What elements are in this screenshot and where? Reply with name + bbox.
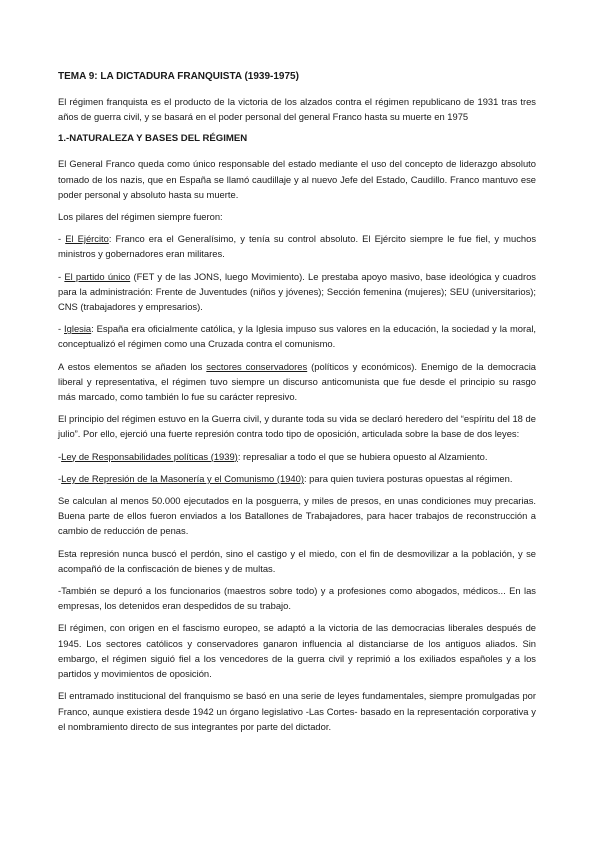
ejercito-prefix: - — [58, 233, 66, 245]
iglesia-term: Iglesia — [64, 323, 92, 335]
document-title: TEMA 9: LA DICTADURA FRANQUISTA (1939-1975) — [58, 71, 299, 82]
iglesia-paragraph — [58, 321, 536, 351]
ejercito-text: : Franco era el Generalísimo, y tenía su control absoluto. El Ejército siempre le fue fiel, y muchos ministros y gobernadores eran militares. — [58, 233, 537, 260]
ley1-prefix: - — [58, 450, 62, 462]
document-page — [58, 69, 536, 741]
iglesia-text: : España era oficialmente católica, y la Iglesia impuso sus valores en la educación, la sociedad y la moral, conceptualizó el régimen como una Cruzada contra el comunismo. — [58, 323, 537, 350]
ley1-text: : represaliar a todo el que se hubiera opuesto al Alzamiento. — [237, 450, 488, 462]
represion-paragraph: Esta represión nunca buscó el perdón, sino el castigo y el miedo, con el fin de desmovilizar a la población, y se acompañó de la confiscación de bienes y de multas. — [58, 547, 536, 574]
partido-text: (FET y de las JONS, luego Movimiento). Le prestaba apoyo masivo, base ideológica y cuadros para la administración: Frente de Juventudes (niños y jóvenes); Sección femenina (mujeres); SEU (universitarios); CNS (trabajadores y empresarios). — [58, 270, 536, 313]
fascismo-paragraph: El régimen, con origen en el fascismo europeo, se adaptó a la victoria de las democracias liberales después de 1945. Los sectores católicos y conservadores ganaron influencia al distanciarse de los antiguos aliados. Sin embargo, el régimen siguió fiel a los vencedores de la guerra civil y reprimió a los exiliados españoles y a los partidos y movimientos de oposición. — [58, 622, 536, 680]
ley2-paragraph — [58, 471, 536, 486]
conservadores-before: A estos elementos se añaden los — [58, 360, 207, 372]
conservadores-after: (políticos y económicos). Enemigo de la democracia liberal y representativa, el régimen tuvo siempre un discurso anticomunista que fue desde el principio su rasgo más marcado, como también lo fue su carácter represivo. — [58, 360, 537, 403]
ley1-paragraph — [58, 449, 536, 464]
ley2-text: : para quien tuviera posturas opuestas al régimen. — [303, 472, 513, 484]
partido-term: El partido único — [64, 270, 131, 282]
ley1-term: Ley de Responsabilidades políticas (1939) — [61, 450, 238, 462]
entramado-paragraph: El entramado institucional del franquismo se basó en una serie de leyes fundamentales, siempre promulgadas por Franco, aunque existiera desde 1942 un órgano legislativo -Las Cortes- basado en la representación corporativa y el nombramiento directo de sus integrantes por parte del dictador. — [58, 690, 536, 732]
principio-paragraph: El principio del régimen estuvo en la Guerra civil, y durante toda su vida se declaró heredero del “espíritu del 18 de julio”. Por ello, ejerció una fuerte represión contra todo tipo de oposición, articulada sobre la base de dos leyes: — [58, 413, 536, 440]
depuro-paragraph: -También se depuró a los funcionarios (maestros sobre todo) y a profesiones como abogados, médicos... En las empresas, los detenidos eran despedidos de su trabajo. — [58, 585, 536, 612]
ley2-term: Ley de Represión de la Masonería y el Comunismo (1940) — [61, 472, 304, 484]
ejercito-paragraph — [58, 231, 536, 261]
ejercito-term: El Ejército — [65, 233, 109, 245]
section-heading: 1.-NATURALEZA Y BASES DEL RÉGIMEN — [58, 133, 248, 145]
partido-prefix: - — [58, 270, 65, 282]
ley2-prefix: - — [58, 472, 62, 484]
pilares-paragraph: Los pilares del régimen siempre fueron: — [58, 211, 223, 223]
iglesia-prefix: - — [58, 323, 65, 335]
conservadores-paragraph — [58, 359, 536, 405]
conservadores-term: sectores conservadores — [206, 360, 308, 372]
franco-paragraph: El General Franco queda como único responsable del estado mediante el uso del concepto de liderazgo absoluto tomado de los nazis, que en España se llamó caudillaje y al nuevo Jefe del Estado, Caudillo. Franco mantuvo ese poder personal y absoluto hasta su muerte. — [58, 158, 536, 200]
intro-paragraph: El régimen franquista es el producto de la victoria de los alzados contra el régimen republicano de 1931 tras tres años de guerra civil, y se basará en el poder personal del general Franco hasta su muerte en 1975 — [58, 96, 536, 123]
ejecutados-paragraph: Se calculan al menos 50.000 ejecutados en la posguerra, y miles de presos, en unas condiciones muy precarias. Buena parte de ellos fueron enviados a los Batallones de Trabajadores, para hacer trabajos de reconstrucción a cambio de reducción de penas. — [58, 495, 536, 537]
partido-paragraph — [58, 269, 536, 315]
